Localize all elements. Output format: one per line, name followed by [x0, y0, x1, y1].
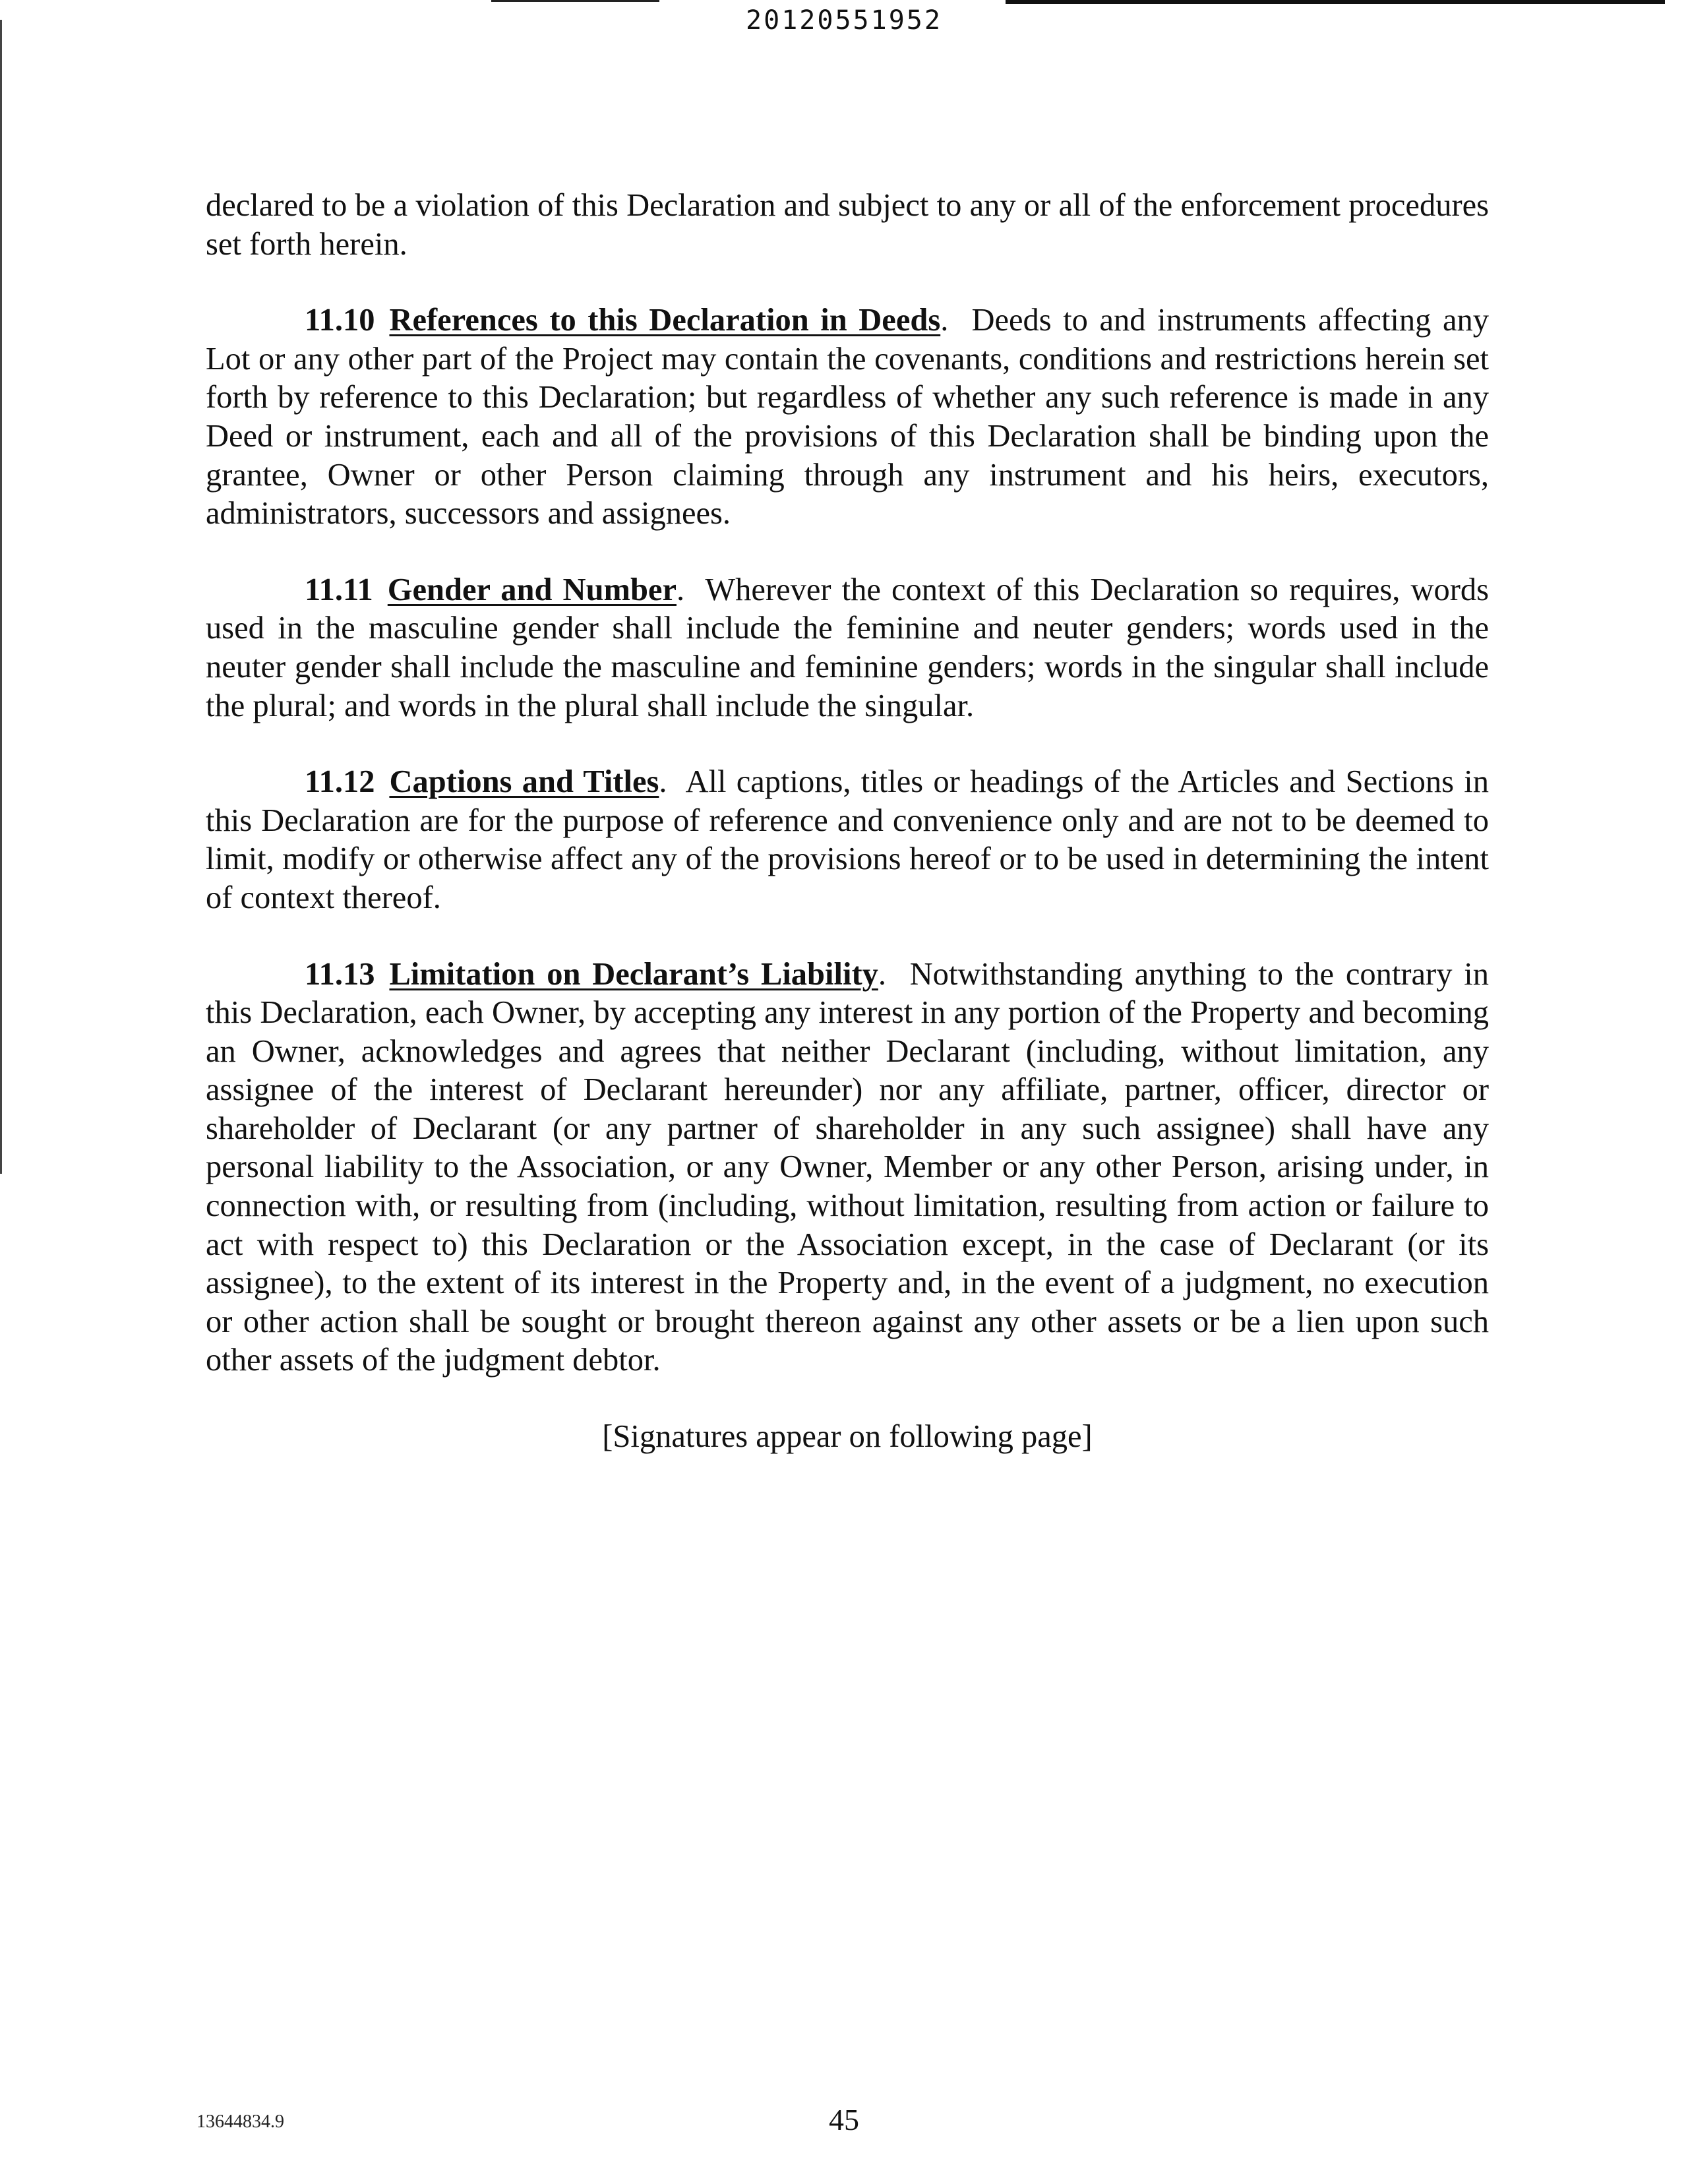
section-11-13: 11.13 Limitation on Declarant’s Liability. Notwithstanding anything to the contrary in this Declaration, each Owner, by accepting any interest in any portion of the Property and becoming an Owner, acknowledges and agrees that neither Declarant (including, without limitation, any assignee of the interest of Declarant hereunder) nor any affiliate, partner, officer, director or shareholder of Declarant (or any partner of shareholder in any such assignee) shall have any personal liability to the Association, or any Owner, Member or any other Person, arising under, in connection with, or resulting from (including, without limitation, resulting from action or failure to act with respect to) this Declaration or the Association except, in the case of Declarant (or its assignee), to the extent of its interest in the Property and, in the event of a judgment, no execution or other action shall be sought or brought thereon against any other assets or be a lien upon such other assets of the judgment debtor.	[206, 956, 1489, 1378]
signatures-note: [Signatures appear on following page]	[602, 1419, 1093, 1455]
scan-artifact-line	[491, 0, 659, 2]
intro-paragraph: declared to be a violation of this Declaration and subject to any or all of the enforcement procedures set forth herein.	[206, 188, 1489, 262]
section-body: All captions, titles or headings of the Articles and Sections in this Declaration are for the purpose of reference and convenience only and are not to be deemed to limit, modify or otherwise affect any of the provisions hereof or to be used in determining the intent of context thereof.	[206, 764, 1489, 915]
section-11-10: 11.10 References to this Declaration in Deeds. Deeds to and instruments affecting any Lot or any other part of the Project may contain the covenants, conditions and restrictions herein set forth by reference to this Declaration; but regardless of whether any such reference is made in any Deed or instrument, each and all of the provisions of this Declaration shall be binding upon the grantee, Owner or other Person claiming through any instrument and his heirs, executors, administrators, successors and assignees.	[206, 303, 1489, 531]
scan-artifact-line	[1006, 0, 1665, 4]
recording-number: 20120551952	[746, 5, 942, 36]
section-title: Captions and Titles	[389, 764, 659, 800]
section-number: 11.13	[305, 956, 375, 992]
scan-edge	[0, 20, 2, 1174]
footer-document-code: 13644834.9	[196, 2111, 284, 2132]
section-body: Notwithstanding anything to the contrary in this Declaration, each Owner, by accepting any interest in any portion of the Property and becoming an Owner, acknowledges and agrees that neither Declarant (including, without limitation, any assignee of the interest of Declarant hereunder) nor any affiliate, partner, officer, director or shareholder of Declarant (or any partner of shareholder in any such assignee) shall have any personal liability to the Association, or any Owner, Member or any other Person, arising under, in connection with, or resulting from (including, without limitation, resulting from action or failure to act with respect to) this Declaration or the Association except, in the case of Declarant (or its assignee), to the extent of its interest in the Property and, in the event of a judgment, no execution or other action shall be sought or brought thereon against any other assets or be a lien upon such other assets of the judgment debtor.	[206, 956, 1489, 1378]
section-number: 11.10	[305, 303, 375, 338]
section-body: Wherever the context of this Declaration so requires, words used in the masculine gender shall include the feminine and neuter genders; words used in the neuter gender shall include the masculine and feminine genders; words in the singular shall include the plural; and words in the plural shall include the singular.	[206, 572, 1489, 723]
section-number: 11.11	[305, 572, 373, 607]
section-number: 11.12	[305, 764, 375, 800]
document-body	[206, 187, 1489, 1457]
section-title: Gender and Number	[387, 572, 677, 607]
section-title: Limitation on Declarant’s Liability	[389, 956, 878, 992]
page-number: 45	[829, 2103, 859, 2137]
section-title: References to this Declaration in Deeds	[389, 303, 941, 338]
section-11-12: 11.12 Captions and Titles. All captions, titles or headings of the Articles and Sections in this Declaration are for the purpose of reference and convenience only and are not to be deemed to limit, modify or otherwise affect any of the provisions hereof or to be used in determining the intent of context thereof.	[206, 764, 1489, 915]
section-11-11: 11.11 Gender and Number. Wherever the context of this Declaration so requires, words used in the masculine gender shall include the feminine and neuter genders; words used in the neuter gender shall include the masculine and feminine genders; words in the singular shall include the plural; and words in the plural shall include the singular.	[206, 572, 1489, 723]
section-body: Deeds to and instruments affecting any Lot or any other part of the Project may contain the covenants, conditions and restrictions herein set forth by reference to this Declaration; but regardless of whether any such reference is made in any Deed or instrument, each and all of the provisions of this Declaration shall be binding upon the grantee, Owner or other Person claiming through any instrument and his heirs, executors, administrators, successors and assignees.	[206, 303, 1489, 531]
